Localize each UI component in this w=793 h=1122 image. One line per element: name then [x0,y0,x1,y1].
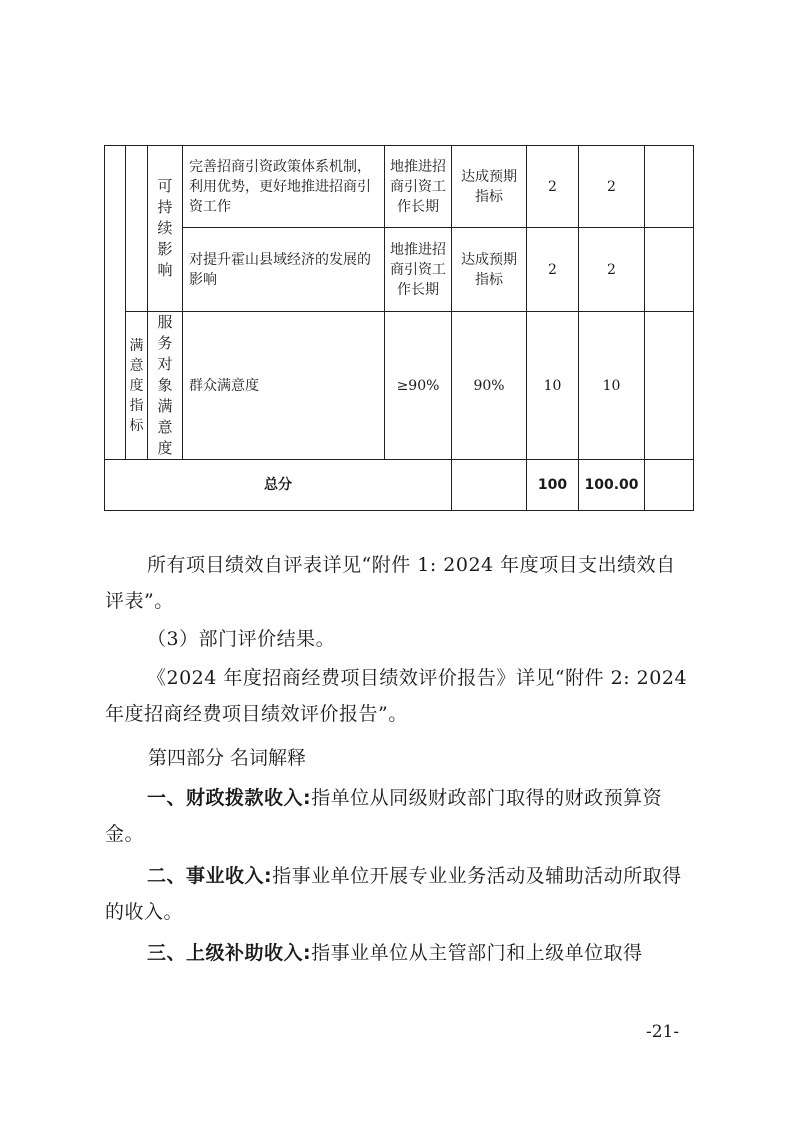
total-score: 100.00 [579,460,645,511]
term-definition [105,780,691,852]
level2-cell: 可持续影响 [148,146,183,312]
total-note-cell [645,460,694,511]
table-row [105,228,694,312]
term-label: 三、上级补助收入: [147,942,312,964]
term-definition [105,858,691,930]
target-cell: 地推进招商引资工作长期 [385,228,452,312]
note-cell [645,146,694,228]
weight-cell: 2 [527,146,579,228]
term-label: 一、财政拨款收入: [147,787,312,809]
note-cell [645,312,694,460]
page-number: -21- [646,1022,680,1042]
actual-cell: 90% [452,312,527,460]
level1-cell [126,146,148,312]
note-cell [645,228,694,312]
term-definition [105,935,691,971]
indicator-cell: 完善招商引资政策体系机制，利用优势，更好地推进招商引资工作 [183,146,385,228]
level0-cell [105,146,126,460]
score-cell: 2 [579,146,645,228]
weight-cell: 2 [527,228,579,312]
total-label: 总分 [105,460,452,511]
term-label: 二、事业收入: [147,865,273,887]
score-cell: 10 [579,312,645,460]
performance-table [104,145,694,511]
actual-cell: 达成预期指标 [452,228,527,312]
level1-cell: 满意度指标 [126,312,148,460]
term-text: 指事业单位从主管部门和上级单位取得 [311,942,643,964]
total-weight: 100 [527,460,579,511]
total-empty-cell [452,460,527,511]
section-heading: 第四部分 名词解释 [148,747,307,769]
target-cell: 地推进招商引资工作长期 [385,146,452,228]
table-row [105,312,694,460]
term-text: 指事业单位开展专业业务活动及辅助活动所取得的收入。 [105,865,682,923]
table-row [105,146,694,228]
actual-cell: 达成预期指标 [452,146,527,228]
paragraph-self-evaluation: 所有项目绩效自评表详见“附件 1: 2024 年度项目支出绩效自评表”。 [105,554,676,612]
indicator-cell: 对提升霍山县域经济的发展的影响 [183,228,385,312]
score-cell: 2 [579,228,645,312]
target-cell: ≥90% [385,312,452,460]
paragraph-department-result: （3）部门评价结果。 [147,628,336,650]
paragraph-report-reference: 《2024 年度招商经费项目绩效评价报告》详见“附件 2: 2024 年度招商经费项目绩效评价报告”。 [105,667,688,725]
indicator-cell: 群众满意度 [183,312,385,460]
weight-cell: 10 [527,312,579,460]
total-row [105,460,694,511]
level2-cell: 服务对象满意度 [148,312,183,460]
term-text: 指单位从同级财政部门取得的财政预算资金。 [105,787,663,845]
